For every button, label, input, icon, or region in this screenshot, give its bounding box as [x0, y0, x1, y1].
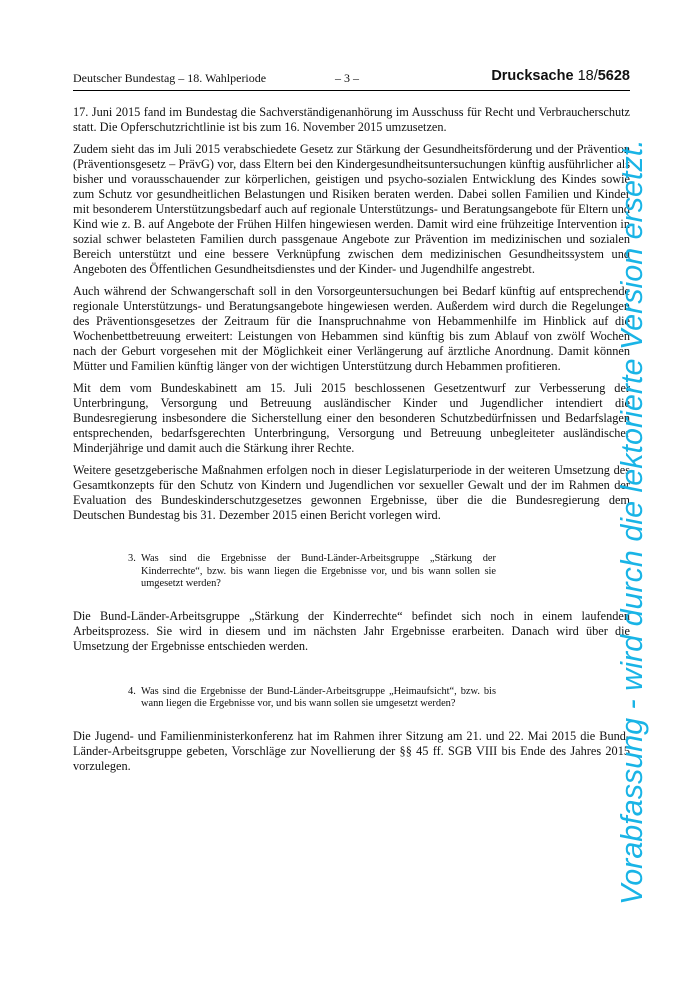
- doc-number-period: 18/: [577, 68, 598, 84]
- doc-number-id: 5628: [597, 68, 630, 84]
- question-number: 4.: [128, 685, 136, 697]
- question-4: [73, 686, 630, 711]
- question-text: Was sind die Ergebnisse der Bund-Länder-Arbeitsgruppe „Heimaufsicht“, bzw. bis wann liegen die Ergebnisse vor, und bis wann sollen sie umgesetzt werden?: [141, 685, 496, 710]
- answer-paragraph: Die Jugend- und Familienministerkonferenz hat im Rahmen ihrer Sitzung am 21. und 22. Mai 2015 die Bund-Länder-Arbeitsgruppe gebeten, Vorschläge zur Novellierung der §§ 45 ff. SGB VIII bis Ende des Jahres 2015 vorzulegen.: [73, 728, 630, 773]
- body-paragraph: Auch während der Schwangerschaft soll in den Vorsorgeuntersuchungen bei Bedarf künftig auf entsprechende regionale Unterstützungs- und Beratungsangebote hingewiesen werden. Außerdem wird durch die Regelungen des Präventionsgesetzes der Zeitraum für die Inanspruchnahme von Hebammenhilfe im Hinblick auf die Wochenbettbetreuung erweitert: Leistungen von Hebammen sind künftig bis zum Ablauf von zwölf Wochen nach der Geburt vorgesehen mit der Möglichkeit einer Verlängerung auf ärztliche Anordnung. Damit können Mütter und Familien künftig länger von der wichtigen Unterstützung durch Hebammen profitieren.: [73, 284, 630, 373]
- draft-watermark: Vorabfassung - wird durch die lektorierte Version ersetzt.: [615, 139, 649, 905]
- body-paragraph: Weitere gesetzgeberische Maßnahmen erfolgen noch in dieser Legislaturperiode in der weiteren Umsetzung des Gesamtkonzepts für den Schutz von Kindern und Jugendlichen vor sexueller Gewalt und der im Rahmen der Evaluation des Bundeskinderschutzgesetzes gewonnen Ergebnisse, über die die Bundesregierung dem Deutschen Bundestag bis 31. Dezember 2015 einen Bericht vorlegen wird.: [73, 463, 630, 522]
- page-header: [73, 68, 630, 91]
- question-number: 3.: [128, 553, 136, 564]
- doc-label: Drucksache: [491, 68, 578, 84]
- question-text: Was sind die Ergebnisse der Bund-Länder-Arbeitsgruppe „Stärkung der Kinderrechte“, bzw. bis wann liegen die Ergebnisse vor, und bis wann sollen sie umgesetzt werden?: [141, 553, 496, 590]
- header-parliament: Deutscher Bundestag – 18. Wahlperiode: [73, 71, 267, 85]
- body-paragraph: 17. Juni 2015 fand im Bundestag die Sachverständigenanhörung im Ausschuss für Recht und Verbraucherschutz statt. Die Opferschutzrichtlinie ist bis zum 16. November 2015 umzusetzen.: [73, 105, 630, 134]
- question-3: [73, 553, 630, 591]
- document-body: [73, 105, 630, 781]
- body-paragraph: Mit dem vom Bundeskabinett am 15. Juli 2015 beschlossenen Gesetzentwurf zur Verbesserung der Unterbringung, Versorgung und Betreuung ausländischer Kinder und Jugendlicher intendiert die Bundesregierung insbesondere die Sicherstellung einer den besonderen Schutzbedürfnissen und Bedarfslagen entsprechenden, bedarfsgerechten Unterbringung, Versorgung und Betreuung unbegleiteter ausländischer Minderjährige und damit auch die Stärkung ihrer Rechte.: [73, 381, 630, 455]
- body-paragraph: Zudem sieht das im Juli 2015 verabschiedete Gesetz zur Stärkung der Gesundheitsförderung und der Prävention (Präventionsgesetz – PrävG) vor, dass Eltern bei den Kindergesundheitsuntersuchungen künftig ausführlicher als bisher und vorausschauender zur körperlichen, geistigen und psycho-sozialen Entwicklung des Kindes sowie zum Schutz vor gesundheitlichen Belastungen und Risiken beraten werden. Dabei sollen Familien und Kinder mit besonderem Unterstützungsbedarf auch auf regionale Unterstützungs- und Beratungsangebote für Eltern und Kind wie z. B. auf Angebote der Frühen Hilfen hingewiesen werden. Damit wird eine frühzeitige Intervention in sozial schwer belasteten Familien durch passgenaue Angebote zur Prävention im medizinischen und sozialen Bereich unterstützt und eine bessere Verknüpfung zwischen dem medizinischen Gesundheitssystem und Angeboten des Öffentlichen Gesundheitsdienstes und der Kinder- und Jugendhilfe angestrebt.: [73, 142, 630, 276]
- header-page-number: – 3 –: [335, 71, 359, 85]
- header-document-number: [491, 68, 630, 84]
- answer-paragraph: Die Bund-Länder-Arbeitsgruppe „Stärkung der Kinderrechte“ befindet sich noch in einem laufenden Arbeitsprozess. Sie wird in diesem und im nächsten Jahr Ergebnisse erarbeiten. Danach wird über die Umsetzung der Ergebnisse entschieden werden.: [73, 608, 630, 653]
